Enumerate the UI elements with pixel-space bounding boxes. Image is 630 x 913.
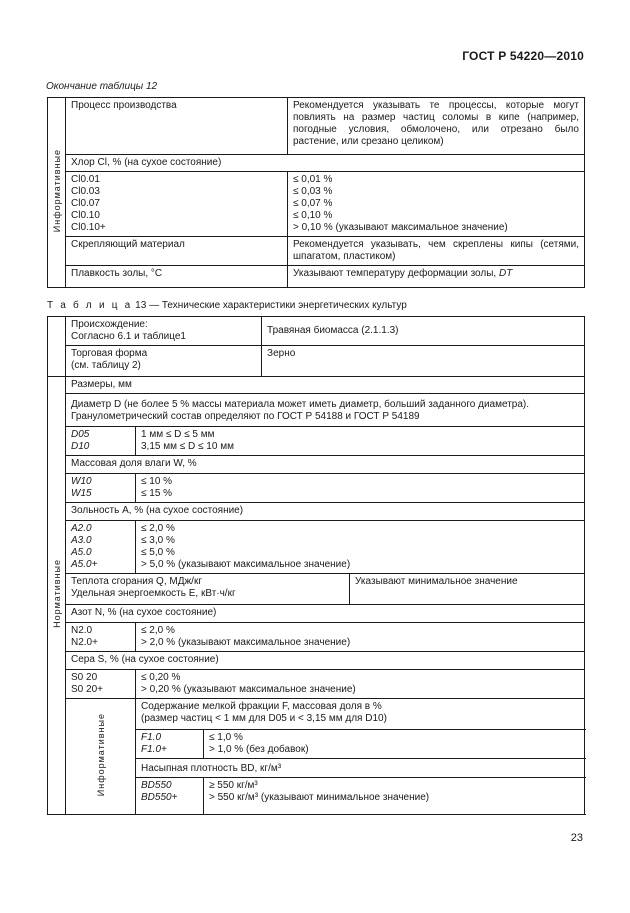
- moisture-header: Массовая доля влаги W, %: [66, 456, 585, 474]
- diameter-codes: D05 D10: [66, 427, 136, 456]
- ash-values: ≤ 2,0 % ≤ 3,0 % ≤ 5,0 % > 5,0 % (указывают максимальное значение): [136, 521, 585, 574]
- informative-side-label-13: Информативные: [66, 699, 136, 815]
- table-13: [47, 316, 585, 815]
- moisture-codes: W10 W15: [66, 474, 136, 503]
- nitrogen-values: ≤ 2,0 % > 2,0 % (указывают максимальное значение): [136, 623, 585, 652]
- ash-melt-text: Указывают температуру деформации золы, DT: [288, 266, 585, 288]
- sulfur-codes: S0 20 S0 20+: [66, 670, 136, 699]
- trade-form-value: Зерно: [262, 346, 585, 377]
- page-number: 23: [570, 832, 583, 844]
- nitrogen-header: Азот N, % (на сухое состояние): [66, 605, 585, 623]
- sulfur-header: Сера S, % (на сухое состояние): [66, 652, 585, 670]
- binder-label: Скрепляющий материал: [66, 237, 288, 266]
- binder-text: Рекомендуется указывать, чем скреплены кипы (сетями, шпагатом, пластиком): [288, 237, 585, 266]
- normative-side-label: Нормативные: [48, 377, 66, 815]
- origin-label: Происхождение: Согласно 6.1 и таблице1: [66, 317, 262, 346]
- sulfur-values: ≤ 0,20 % > 0,20 % (указывают максимальное значение): [136, 670, 585, 699]
- process-label: Процесс производства: [66, 98, 288, 155]
- chlorine-codes: Cl0.01 Cl0.03 Cl0.07 Cl0.10 Cl0.10+: [66, 172, 288, 237]
- nitrogen-codes: N2.0 N2.0+: [66, 623, 136, 652]
- fines-codes: F1.0 F1.0+: [136, 730, 204, 759]
- table-continuation-caption: Окончание таблицы 12: [46, 81, 158, 92]
- ash-header: Зольность A, % (на сухое состояние): [66, 503, 585, 521]
- origin-value: Травяная биомасса (2.1.1.3): [262, 317, 585, 346]
- informative-side-label: Информативные: [48, 98, 66, 288]
- fines-header: Содержание мелкой фракции F, массовая доля в % (размер частиц < 1 мм для D05 и < 3,15 мм для D10): [136, 699, 585, 730]
- bulk-density-values: ≥ 550 кг/м³ > 550 кг/м³ (указывают минимальное значение): [204, 778, 585, 815]
- standard-header: ГОСТ Р 54220—2010: [462, 49, 584, 63]
- moisture-values: ≤ 10 % ≤ 15 %: [136, 474, 585, 503]
- ash-codes: A2.0 A3.0 A5.0 A5.0+: [66, 521, 136, 574]
- diameter-values: 1 мм ≤ D ≤ 5 мм 3,15 мм ≤ D ≤ 10 мм: [136, 427, 585, 456]
- process-text: Рекомендуется указывать те процессы, которые могут повлиять на размер частиц соломы в кипе (например, погодные условия, обмолочено, или отрезано было растение, или срезано целиком): [288, 98, 585, 155]
- chlorine-header: Хлор Cl, % (на сухое состояние): [66, 155, 585, 172]
- ash-melt-label: Плавкость золы, °С: [66, 266, 288, 288]
- chlorine-values: ≤ 0,01 % ≤ 0,03 % ≤ 0,07 % ≤ 0,10 % > 0,10 % (указывают максимальное значение): [288, 172, 585, 237]
- heat-value-label: Теплота сгорания Q, МДж/кг Удельная энергоемкость E, кВт·ч/кг: [66, 574, 350, 605]
- sizes-header: Размеры, мм: [66, 377, 585, 394]
- table-12: [47, 97, 585, 288]
- bulk-density-codes: BD550 BD550+: [136, 778, 204, 815]
- fines-values: ≤ 1,0 % > 1,0 % (без добавок): [204, 730, 585, 759]
- diameter-note: Диаметр D (не более 5 % массы материала может иметь диаметр, больший заданного диаметра). Гранулометрический состав определяют по ГОСТ Р 54188 и ГОСТ Р 54189: [66, 394, 585, 427]
- table-13-caption: Т а б л и ц а 13 — Технические характеристики энергетических культур: [47, 300, 407, 311]
- bulk-density-header: Насыпная плотность BD, кг/м³: [136, 759, 585, 778]
- trade-form-label: Торговая форма (см. таблицу 2): [66, 346, 262, 377]
- heat-value-text: Указывают минимальное значение: [350, 574, 585, 605]
